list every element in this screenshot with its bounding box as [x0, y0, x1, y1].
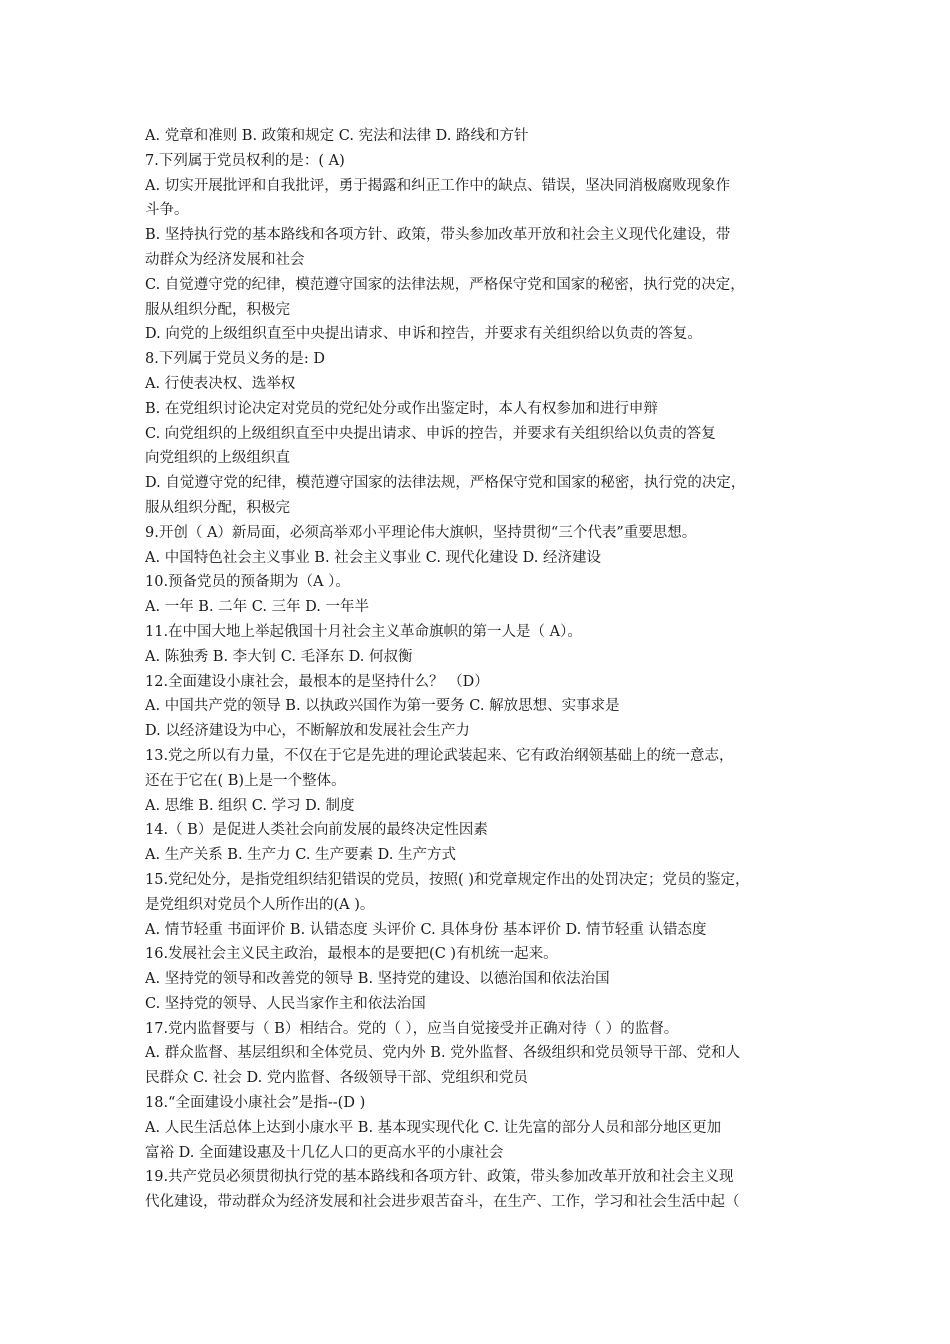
document-body: [145, 124, 817, 1215]
text-line: A. 切实开展批评和自我批评，勇于揭露和纠正工作中的缺点、错误，坚决同消极腐败现象作: [145, 177, 731, 194]
text-line: D. 自觉遵守党的纪律，模范遵守国家的法律法规，严格保守党和国家的秘密，执行党的决定，: [145, 475, 746, 492]
text-line: 代化建设，带动群众为经济发展和社会进步艰苦奋斗，在生产、工作，学习和社会生活中起（: [145, 1194, 740, 1211]
text-line: 民群众 C. 社会 D. 党内监督、各级领导干部、党组织和党员: [145, 1070, 528, 1087]
text-line: A. 行使表决权、选举权: [145, 375, 296, 392]
text-line: 15.党纪处分，是指党组织结犯错误的党员，按照( )和党章规定作出的处罚决定；党员的鉴定，: [145, 871, 750, 888]
text-line: 13.党之所以有力量，不仅在于它是先进的理论武装起来、它有政治纲领基础上的统一意志，: [145, 747, 734, 764]
text-line: A. 思维 B. 组织 C. 学习 D. 制度: [145, 797, 355, 814]
text-line: C. 向党组织的上级组织直至中央提出请求、申诉的控告，并要求有关组织给以负责的答复: [145, 425, 716, 442]
text-line: A. 人民生活总体上达到小康水平 B. 基本现实现代化 C. 让先富的部分人员和部分地区更加: [145, 1119, 722, 1136]
text-line: 11.在中国大地上举起俄国十月社会主义革命旗帜的第一人是（ A）。: [145, 623, 582, 640]
text-line: A. 党章和准则 B. 政策和规定 C. 宪法和法律 D. 路线和方针: [145, 128, 529, 144]
text-line: 是党组织对党员个人所作出的(A )。: [145, 896, 375, 913]
text-line: 服从组织分配，积极完: [145, 499, 290, 516]
text-line: 17.党内监督要与（ B）相结合。党的（ ），应当自觉接受并正确对待（ ）的监督。: [145, 1020, 679, 1037]
text-line: B. 坚持执行党的基本路线和各项方针、政策，带头参加改革开放和社会主义现代化建设，带: [145, 227, 731, 244]
text-line: A. 情节轻重 书面评价 B. 认错态度 头评价 C. 具体身份 基本评价 D. 情节轻重 认错态度: [145, 921, 707, 938]
text-line: A. 中国共产党的领导 B. 以执政兴国作为第一要务 C. 解放思想、实事求是: [145, 698, 620, 715]
text-line: 富裕 D. 全面建设惠及十几亿人口的更高水平的小康社会: [145, 1144, 504, 1161]
text-line: 14.（ B）是促进人类社会向前发展的最终决定性因素: [145, 822, 488, 839]
text-line: A. 中国特色社会主义事业 B. 社会主义事业 C. 现代化建设 D. 经济建设: [145, 549, 602, 566]
text-line: 动群众为经济发展和社会: [145, 251, 305, 268]
text-line: A. 陈独秀 B. 李大钊 C. 毛泽东 D. 何叔衡: [145, 648, 413, 665]
text-line: 服从组织分配，积极完: [145, 301, 290, 318]
text-line: A. 坚持党的领导和改善党的领导 B. 坚持党的建设、以德治国和依法治国: [145, 971, 610, 988]
text-line: A. 群众监督、基层组织和全体党员、党内外 B. 党外监督、各级组织和党员领导干部、党和人: [145, 1045, 741, 1062]
text-line: 还在于它在( B)上是一个整体。: [145, 772, 346, 789]
text-line: C. 坚持党的领导、人民当家作主和依法治国: [145, 995, 426, 1012]
text-line: 16.发展社会主义民主政治，最根本的是要把(C )有机统一起来。: [145, 946, 558, 963]
text-line: 向党组织的上级组织直: [145, 450, 290, 467]
text-line: A. 一年 B. 二年 C. 三年 D. 一年半: [145, 599, 370, 616]
text-line: 12.全面建设小康社会，最根本的是坚持什么？ （D）: [145, 673, 489, 690]
text-line: 9.开创（ A）新局面，必须高举邓小平理论伟大旗帜，坚持贯彻“三个代表”重要思想。: [145, 524, 697, 541]
text-line: A. 生产关系 B. 生产力 C. 生产要素 D. 生产方式: [145, 847, 457, 864]
text-line: 斗争。: [145, 202, 189, 219]
text-line: 10.预备党员的预备期为（A ）。: [145, 574, 350, 591]
text-line: C. 自觉遵守党的纪律，模范遵守国家的法律法规，严格保守党和国家的秘密，执行党的决定，: [145, 276, 745, 293]
text-line: D. 以经济建设为中心，不断解放和发展社会生产力: [145, 723, 470, 740]
text-line: B. 在党组织讨论决定对党员的党纪处分或作出鉴定时，本人有权参加和进行申辩: [145, 400, 658, 417]
text-line: D. 向党的上级组织直至中央提出请求、申诉和控告，并要求有关组织给以负责的答复。: [145, 326, 702, 343]
text-line: 19.共产党员必须贯彻执行党的基本路线和各项方针、政策，带头参加改革开放和社会主义现: [145, 1169, 734, 1186]
text-line: 7.下列属于党员权利的是：( A): [145, 152, 345, 169]
text-line: 8.下列属于党员义务的是: D: [145, 351, 325, 368]
text-line: 18.“全面建设小康社会”是指--(D ): [145, 1095, 366, 1112]
